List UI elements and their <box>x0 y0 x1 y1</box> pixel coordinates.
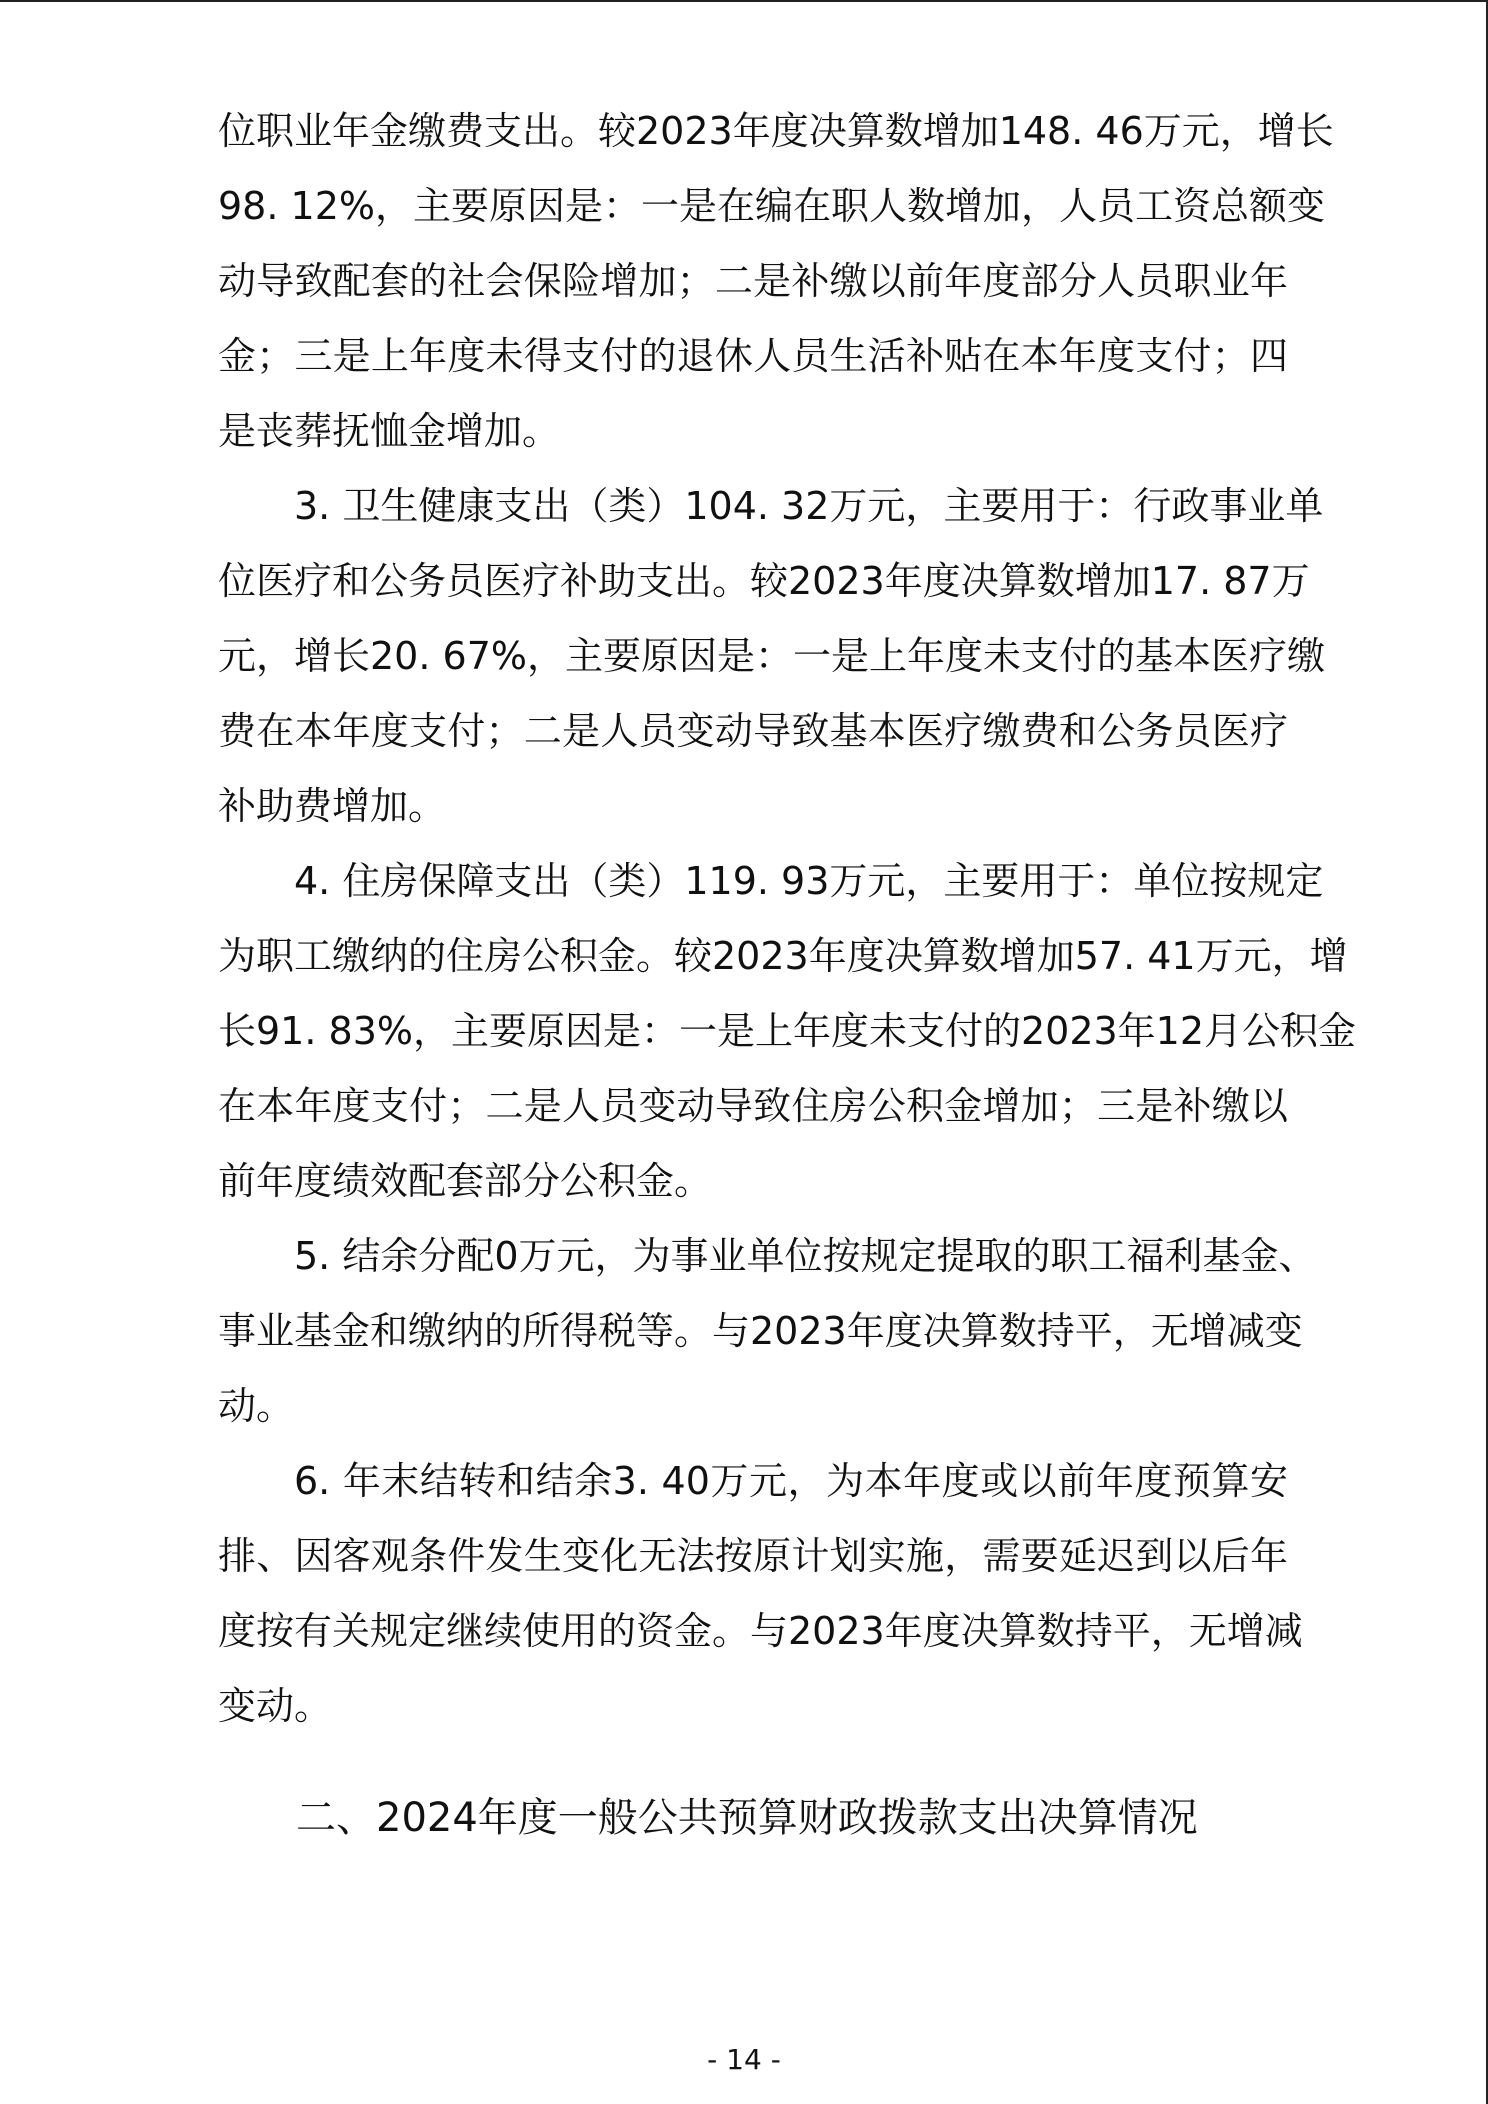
text-line: 排、因客观条件发生变化无法按原计划实施，需要延迟到以后年 <box>218 1534 1288 1578</box>
text-line: 动导致配套的社会保险增加；二是补缴以前年度部分人员职业年 <box>218 259 1288 303</box>
paragraph-first-line: 6. 年末结转和结余3. 40万元，为本年度或以前年度预算安 <box>294 1459 1288 1503</box>
text-line: 元，增长20. 67%，主要原因是：一是上年度未支付的基本医疗缴 <box>218 634 1325 678</box>
paragraph-first-line: 3. 卫生健康支出（类）104. 32万元，主要用于：行政事业单 <box>294 484 1324 528</box>
text-line: 金；三是上年度未得支付的退休人员生活补贴在本年度支付；四 <box>218 334 1288 378</box>
text-line: 补助费增加。 <box>218 784 447 828</box>
page-number: - 14 - <box>707 2043 781 2076</box>
page-top-border <box>0 0 1488 2</box>
text-line: 度按有关规定继续使用的资金。与2023年度决算数持平，无增减 <box>218 1609 1303 1653</box>
text-line: 变动。 <box>218 1684 333 1728</box>
text-line: 长91. 83%，主要原因是：一是上年度未支付的2023年12月公积金 <box>218 1009 1357 1053</box>
text-line: 在本年度支付；二是人员变动导致住房公积金增加；三是补缴以 <box>218 1084 1288 1128</box>
section-heading: 二、2024年度一般公共预算财政拨款支出决算情况 <box>296 1795 1198 1841</box>
paragraph-first-line: 5. 结余分配0万元，为事业单位按规定提取的职工福利基金、 <box>294 1234 1317 1278</box>
text-line: 费在本年度支付；二是人员变动导致基本医疗缴费和公务员医疗 <box>218 709 1288 753</box>
text-line: 事业基金和缴纳的所得税等。与2023年度决算数持平，无增减变 <box>218 1309 1303 1353</box>
text-line: 98. 12%，主要原因是：一是在编在职人数增加，人员工资总额变 <box>218 184 1325 228</box>
text-line: 前年度绩效配套部分公积金。 <box>218 1159 713 1203</box>
text-line: 动。 <box>218 1384 295 1428</box>
text-line: 为职工缴纳的住房公积金。较2023年度决算数增加57. 41万元，增 <box>218 934 1348 978</box>
paragraph-first-line: 4. 住房保障支出（类）119. 93万元，主要用于：单位按规定 <box>294 859 1324 903</box>
text-line: 是丧葬抚恤金增加。 <box>218 409 561 453</box>
text-line: 位职业年金缴费支出。较2023年度决算数增加148. 46万元，增长 <box>218 109 1334 153</box>
text-line: 位医疗和公务员医疗补助支出。较2023年度决算数增加17. 87万 <box>218 559 1310 603</box>
